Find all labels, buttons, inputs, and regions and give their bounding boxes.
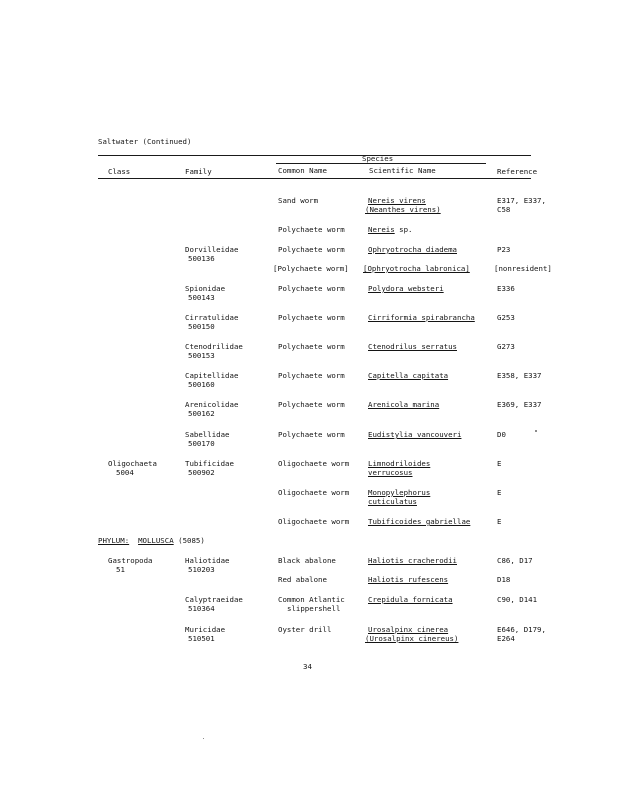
- family-name: Cirratulidae: [185, 313, 239, 322]
- common-name: Polychaete worm: [278, 284, 345, 293]
- family-code: 510501: [188, 634, 215, 643]
- family-name: Calyptraeidae: [185, 595, 243, 604]
- common-name-cont: slippershell: [287, 604, 341, 613]
- reference-cont: E264: [497, 634, 515, 643]
- header-bottom-rule: [98, 178, 531, 179]
- common-name: Sand worm: [278, 196, 319, 205]
- speck: [203, 738, 204, 739]
- reference: E317, E337,: [497, 196, 546, 205]
- reference: C86, D17: [497, 556, 533, 565]
- family-code: 500143: [188, 293, 215, 302]
- common-name: Polychaete worm: [278, 371, 345, 380]
- scientific-name: Nereis sp.: [368, 225, 413, 234]
- family-code: 500160: [188, 380, 215, 389]
- common-name: Common Atlantic: [278, 595, 345, 604]
- common-name: Polychaete worm: [278, 342, 345, 351]
- class-code: 51: [116, 565, 125, 574]
- scientific-name: Ctenodrilus serratus: [368, 342, 457, 351]
- family-name: Haliotidae: [185, 556, 230, 565]
- reference: D0: [497, 430, 506, 439]
- reference: E: [497, 488, 502, 497]
- class-code: 5004: [116, 468, 134, 477]
- scientific-name: Haliotis cracherodii: [368, 556, 457, 565]
- reference: E336: [497, 284, 515, 293]
- phylum-name: MOLLUSCA: [138, 536, 174, 545]
- col-class: Class: [108, 167, 131, 176]
- scientific-name: Tubificoides gabriellae: [368, 517, 471, 526]
- family-code: 500136: [188, 254, 215, 263]
- scientific-name: Haliotis rufescens: [368, 575, 449, 584]
- reference: C90, D141: [497, 595, 538, 604]
- common-name: [Polychaete worm]: [273, 264, 349, 273]
- species-group-rule: [276, 163, 486, 164]
- common-name: Oligochaete worm: [278, 517, 350, 526]
- family-name: Capitellidae: [185, 371, 239, 380]
- scientific-name: Urosalpinx cinerea: [368, 625, 449, 634]
- common-name: Polychaete worm: [278, 245, 345, 254]
- common-name: Polychaete worm: [278, 313, 345, 322]
- col-family: Family: [185, 167, 212, 176]
- scientific-name: Capitella capitata: [368, 371, 449, 380]
- scientific-name-cont: cuticulatus: [368, 497, 417, 506]
- common-name: Oyster drill: [278, 625, 332, 634]
- family-code: 500153: [188, 351, 215, 360]
- family-code: 500170: [188, 439, 215, 448]
- scientific-name: [Ophryotrocha labronica]: [363, 264, 470, 273]
- scientific-name: Eudistylia vancouveri: [368, 430, 462, 439]
- header-top-rule: [98, 155, 531, 156]
- reference: G273: [497, 342, 515, 351]
- family-code: 500162: [188, 409, 215, 418]
- family-code: 500150: [188, 322, 215, 331]
- phylum-code: (5085): [178, 536, 205, 545]
- reference: E369, E337: [497, 400, 542, 409]
- col-reference: Reference: [497, 167, 538, 176]
- page-number: 34: [303, 662, 312, 671]
- scientific-name: Polydora websteri: [368, 284, 444, 293]
- family-name: Tubificidae: [185, 459, 234, 468]
- speck: [535, 430, 537, 432]
- class-name: Gastropoda: [108, 556, 153, 565]
- reference: G253: [497, 313, 515, 322]
- scientific-name-cont: verrucosus: [368, 468, 413, 477]
- family-name: Spionidae: [185, 284, 226, 293]
- reference: E646, D179,: [497, 625, 546, 634]
- scientific-name: Nereis virens: [368, 196, 426, 205]
- common-name: Black abalone: [278, 556, 336, 565]
- family-name: Sabellidae: [185, 430, 230, 439]
- reference-cont: C58: [497, 205, 511, 214]
- page-heading: Saltwater (Continued): [98, 137, 192, 146]
- reference: [nonresident]: [494, 264, 552, 273]
- class-name: Oligochaeta: [108, 459, 157, 468]
- reference: E: [497, 459, 502, 468]
- col-scientific-name: Scientific Name: [369, 166, 436, 175]
- common-name: Polychaete worm: [278, 400, 345, 409]
- family-name: Muricidae: [185, 625, 226, 634]
- common-name: Polychaete worm: [278, 225, 345, 234]
- scientific-name-synonym: (Urosalpinx cinereus): [365, 634, 459, 643]
- scientific-name: Cirriformia spirabrancha: [368, 313, 475, 322]
- common-name: Polychaete worm: [278, 430, 345, 439]
- species-group-label: Species: [362, 154, 394, 163]
- reference: D18: [497, 575, 511, 584]
- phylum-prefix: PHYLUM:: [98, 536, 130, 545]
- common-name: Red abalone: [278, 575, 327, 584]
- family-name: Dorvilleidae: [185, 245, 239, 254]
- common-name: Oligochaete worm: [278, 459, 350, 468]
- scientific-name: Arenicola marina: [368, 400, 440, 409]
- phylum-heading: [98, 536, 205, 546]
- scientific-name: Crepidula fornicata: [368, 595, 453, 604]
- reference: E358, E337: [497, 371, 542, 380]
- scientific-name: Limnodriloides: [368, 459, 431, 468]
- reference: E: [497, 517, 502, 526]
- common-name: Oligochaete worm: [278, 488, 350, 497]
- scientific-name: Monopylephorus: [368, 488, 431, 497]
- family-code: 500902: [188, 468, 215, 477]
- family-name: Ctenodrilidae: [185, 342, 243, 351]
- col-common-name: Common Name: [278, 166, 327, 175]
- family-code: 510364: [188, 604, 215, 613]
- family-code: 510203: [188, 565, 215, 574]
- scientific-name: Ophryotrocha diadema: [368, 245, 457, 254]
- scientific-name-synonym: (Neanthes virens): [365, 205, 441, 214]
- reference: P23: [497, 245, 511, 254]
- family-name: Arenicolidae: [185, 400, 239, 409]
